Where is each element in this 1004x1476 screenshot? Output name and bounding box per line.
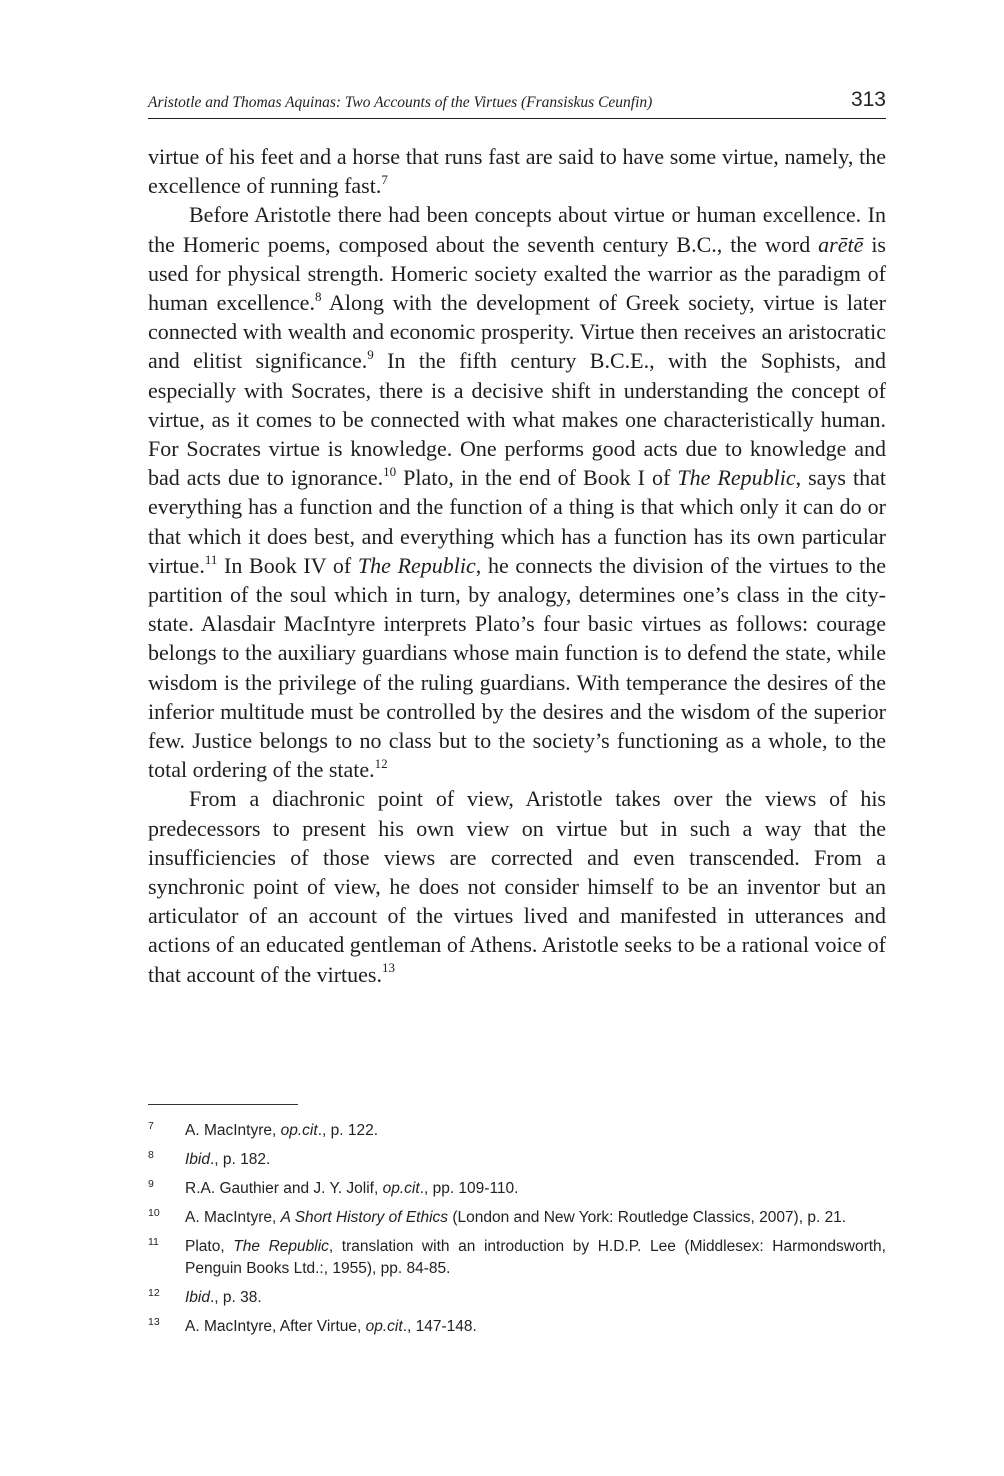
- footnote-italic: op.cit: [365, 1317, 403, 1335]
- footnote-8: [148, 1149, 886, 1171]
- footnote-italic: The Republic: [233, 1238, 329, 1255]
- footnote-divider: [148, 1104, 298, 1105]
- footnote-italic: Ibid: [185, 1288, 210, 1306]
- text-run: Before Aristotle there had been concepts about virtue or human excellence. In the Homeric poems, composed about the seventh century B.C., the word: [148, 202, 886, 257]
- footnote-ref: 13: [381, 960, 395, 976]
- footnote-number: 13: [148, 1315, 160, 1328]
- text-run: From a diachronic point of view, Aristotle takes over the views of his predecessors to present his own view on virtue but in such a way that the insufficiencies of those views are corrected and even transcended. From a synchronic point of view, he does not consider himself to be an inventor but an articulator of an account of the virtues lived and manifested in utterances and actions of an educated gentleman of Athens. Aristotle seeks to be a rational voice of that account of the virtues.: [148, 786, 886, 987]
- footnote-italic: op.cit: [382, 1180, 420, 1197]
- footnote-text: R.A. Gauthier and J. Y. Jolif,: [185, 1180, 383, 1197]
- footnote-ref: 10: [383, 463, 397, 479]
- footnote-italic: A Short History of Ethics: [280, 1209, 449, 1226]
- text-run: Plato, in the end of Book I of: [396, 465, 678, 491]
- page-number: 313: [850, 88, 886, 111]
- footnote-text: ., p. 38.: [210, 1288, 262, 1306]
- footnote-ref: 9: [367, 347, 374, 363]
- greek-term: arētē: [818, 231, 864, 257]
- body-text: [148, 142, 886, 989]
- footnote-italic: op.cit: [280, 1122, 318, 1139]
- paragraph-1: [148, 142, 886, 200]
- footnote-11: [148, 1236, 886, 1279]
- footnote-number: 8: [148, 1149, 154, 1161]
- running-title: Aristotle and Thomas Aquinas: Two Accounts of the Virtues (Fransiskus Ceunfin): [148, 94, 653, 111]
- footnote-ref: 11: [204, 551, 218, 567]
- book-title: The Republic: [677, 465, 796, 491]
- footnote-number: 12: [148, 1286, 160, 1299]
- paragraph-2: [148, 200, 886, 784]
- footnote-text: A. MacIntyre,: [185, 1122, 281, 1139]
- footnote-text: A. MacIntyre,: [185, 1209, 281, 1226]
- footnote-ref: 8: [314, 288, 322, 304]
- footnote-text: , translation with an introduction by H.D.P. Lee (Middlesex: Harmondsworth, Penguin Books Ltd.:, 1955), pp. 84-85.: [185, 1238, 886, 1277]
- text-run: In Book IV of: [217, 552, 358, 578]
- book-title: The Republic: [357, 552, 476, 578]
- footnote-text: ., 147-148.: [402, 1317, 477, 1335]
- footnote-7: [148, 1120, 886, 1142]
- text-run: virtue of his feet and a horse that runs fast are said to have some virtue, namely, the excellence of running fast.: [148, 144, 886, 199]
- footnote-9: [148, 1178, 886, 1200]
- footnote-text: Plato,: [185, 1238, 234, 1255]
- footnote-number: 11: [148, 1236, 159, 1248]
- footnote-13: [148, 1316, 886, 1338]
- footnote-ref: 7: [381, 171, 388, 187]
- footnote-text: A. MacIntyre, After Virtue,: [185, 1317, 366, 1335]
- text-run: Along with the development of Greek society, virtue is later connected with wealth and economic prosperity. Virtue then receives an aristocratic and elitist significance.: [148, 290, 886, 374]
- footnote-text: ., p. 122.: [317, 1122, 379, 1139]
- footnotes: [148, 1120, 886, 1345]
- footnote-10: [148, 1207, 886, 1229]
- paragraph-3: [148, 784, 886, 988]
- text-run: In the fifth century B.C.E., with the Sophists, and especially with Socrates, there is a decisive shift in understanding the concept of virtue, as it comes to be connected with what makes one characteristically human. For Socrates virtue is knowledge. One performs good acts due to knowledge and bad acts due to ignorance.: [148, 348, 886, 491]
- footnote-number: 9: [148, 1178, 154, 1190]
- footnote-12: [148, 1287, 886, 1309]
- text-run: , he connects the division of the virtues to the partition of the soul which in turn, by analogy, determines one’s class in the city-state. Alasdair MacIntyre interprets Plato’s four basic virtues as follows: courage belongs to the auxiliary guardians whose main function is to defend the state, while wisdom is the privilege of the ruling guardians. With temperance the desires of the inferior multitude must be controlled by the desires and the wisdom of the superior few. Justice belongs to no class but to the society’s functioning as a whole, to the total ordering of the state.: [148, 552, 886, 783]
- footnote-number: 7: [148, 1120, 154, 1132]
- footnote-ref: 12: [374, 755, 388, 771]
- footnote-text: ., p. 182.: [210, 1151, 271, 1168]
- text-run: , says that everything has a function and the function of a thing is that which only it can do or that which it does best, and everything which has a function has its own particular virtue.: [148, 465, 886, 578]
- running-header: [148, 88, 886, 119]
- footnote-text: (London and New York: Routledge Classics, 2007), p. 21.: [448, 1209, 847, 1226]
- footnote-number: 10: [148, 1207, 160, 1219]
- footnote-text: ., pp. 109-110.: [419, 1180, 519, 1197]
- text-run: is used for physical strength. Homeric society exalted the warrior as the paradigm of human excellence.: [148, 231, 886, 316]
- footnote-italic: Ibid: [185, 1151, 210, 1168]
